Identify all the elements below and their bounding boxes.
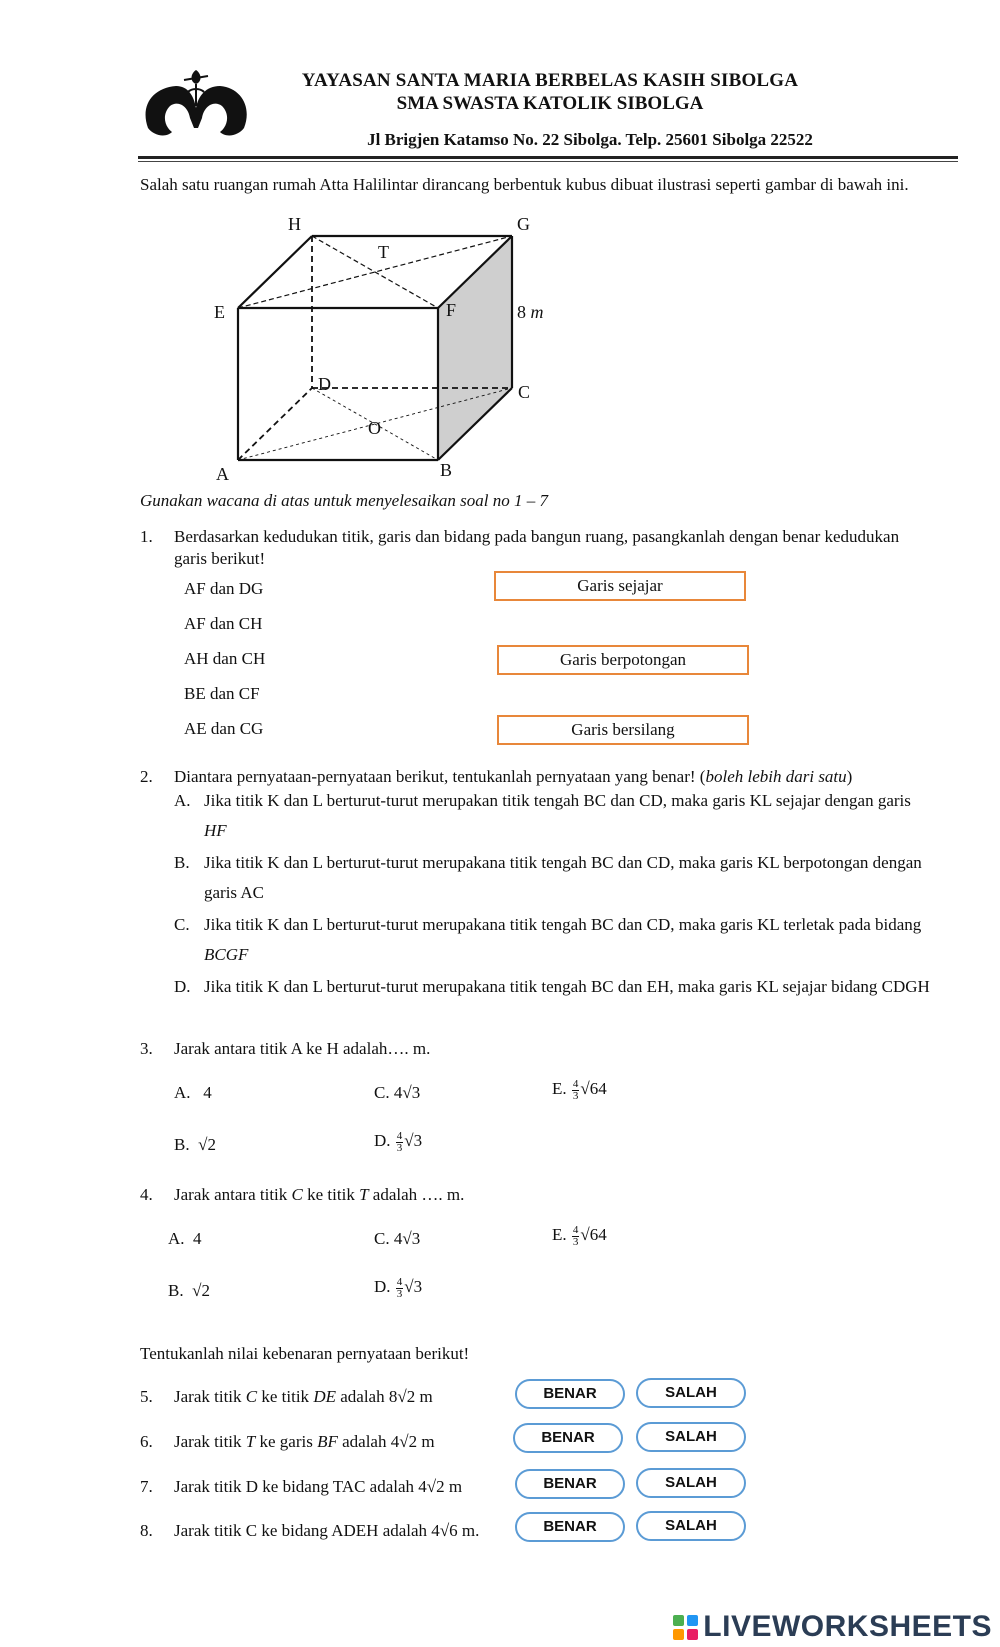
q4-text: Jarak antara titik C ke titik T adalah …. m. xyxy=(174,1185,465,1204)
label-t: T xyxy=(378,242,389,262)
q3-option-e[interactable]: E. $\frac{4}{3}$ √64 xyxy=(552,1077,607,1102)
q2-option-c-letter: C. xyxy=(174,915,190,934)
label-g: G xyxy=(517,214,530,234)
instruction: Gunakan wacana di atas untuk menyelesaikan soal no 1 – 7 xyxy=(140,491,548,510)
liveworksheets-icon xyxy=(673,1615,699,1641)
label-c: C xyxy=(518,382,531,402)
label-f: F xyxy=(446,300,457,320)
intro-text: Salah satu ruangan rumah Atta Halilintar dirancang berbentuk kubus dibuat ilustrasi seperti gambar di bawah ini. xyxy=(140,175,909,194)
label-e: E xyxy=(214,302,225,322)
q2-option-b-cont: garis AC xyxy=(204,883,264,902)
q2-option-c-cont: BCGF xyxy=(204,945,249,964)
match-target-berpotongan[interactable]: Garis berpotongan xyxy=(497,645,749,675)
statement-7: Jarak titik D ke bidang TAC adalah 4√2 m xyxy=(174,1477,463,1496)
q2-option-a[interactable]: Jika titik K dan L berturut-turut merupakan titik tengah BC dan CD, maka garis KL sejajar dengan garis xyxy=(204,791,911,810)
q4-option-a[interactable]: A. 4 xyxy=(168,1229,202,1248)
cube-right-face xyxy=(438,236,512,460)
q1-number: 1. xyxy=(140,527,153,546)
benar-button[interactable]: BENAR xyxy=(515,1469,625,1499)
label-o: O xyxy=(368,418,381,438)
statement-number: 7. xyxy=(140,1477,153,1496)
label-d: D xyxy=(318,374,331,394)
label-a: A xyxy=(216,464,229,484)
q1-text-1: Berdasarkan kedudukan titik, garis dan bidang pada bangun ruang, pasangkanlah dengan benar kedudukan xyxy=(174,527,900,546)
school-name: SMA SWASTA KATOLIK SIBOLGA xyxy=(396,93,704,114)
match-target-bersilang[interactable]: Garis bersilang xyxy=(497,715,749,745)
label-h: H xyxy=(288,214,301,234)
salah-button[interactable]: SALAH xyxy=(636,1468,746,1498)
foundation-name: YAYASAN SANTA MARIA BERBELAS KASIH SIBOLGA xyxy=(301,70,799,91)
statement-5: Jarak titik C ke titik DE adalah 8√2 m xyxy=(174,1387,433,1406)
q2-option-a-cont: HF xyxy=(204,821,227,840)
edge-length: 8 m xyxy=(517,302,544,322)
q1-pair[interactable]: AF dan DG xyxy=(184,579,264,598)
q3-number: 3. xyxy=(140,1039,153,1058)
label-b: B xyxy=(440,460,453,480)
benar-button[interactable]: BENAR xyxy=(515,1512,625,1542)
q2-option-b[interactable]: Jika titik K dan L berturut-turut merupakana titik tengah BC dan CD, maka garis KL berpotongan dengan xyxy=(204,853,922,872)
q1-pair[interactable]: AE dan CG xyxy=(184,719,264,738)
q2-option-d[interactable]: Jika titik K dan L berturut-turut merupakana titik tengah BC dan EH, maka garis KL sejajar bidang CDGH xyxy=(204,977,930,996)
salah-button[interactable]: SALAH xyxy=(636,1378,746,1408)
q3-text: Jarak antara titik A ke H adalah…. m. xyxy=(174,1039,431,1058)
q1-pair[interactable]: BE dan CF xyxy=(184,684,260,703)
statement-number: 6. xyxy=(140,1432,153,1451)
q3-option-a[interactable]: A. 4 xyxy=(174,1083,212,1102)
truth-title: Tentukanlah nilai kebenaran pernyataan berikut! xyxy=(140,1344,470,1363)
liveworksheets-logo: LIVEWORKSHEETS xyxy=(673,1610,992,1644)
cube-figure xyxy=(200,210,560,490)
statement-6: Jarak titik T ke garis BF adalah 4√2 m xyxy=(174,1432,435,1451)
header-divider-thin xyxy=(138,161,958,162)
q2-option-b-letter: B. xyxy=(174,853,190,872)
match-target-sejajar[interactable]: Garis sejajar xyxy=(494,571,746,601)
statement-number: 5. xyxy=(140,1387,153,1406)
q4-option-d[interactable]: D. $\frac{4}{3}$ √3 xyxy=(374,1275,423,1300)
school-logo xyxy=(140,66,252,142)
q4-option-e[interactable]: E. $\frac{4}{3}$ √64 xyxy=(552,1223,607,1248)
q1-pair[interactable]: AH dan CH xyxy=(184,649,266,668)
header-divider xyxy=(138,156,958,159)
q2-number: 2. xyxy=(140,767,153,786)
q2-option-d-letter: D. xyxy=(174,977,191,996)
benar-button[interactable]: BENAR xyxy=(515,1379,625,1409)
q4-option-b[interactable]: B. √2 xyxy=(168,1281,210,1300)
q4-option-c[interactable]: C. 4√3 xyxy=(374,1229,421,1248)
q1-text-2: garis berikut! xyxy=(174,549,266,568)
q4-number: 4. xyxy=(140,1185,153,1204)
q3-option-c[interactable]: C. 4√3 xyxy=(374,1083,421,1102)
benar-button[interactable]: BENAR xyxy=(513,1423,623,1453)
salah-button[interactable]: SALAH xyxy=(636,1422,746,1452)
q3-option-b[interactable]: B. √2 xyxy=(174,1135,216,1154)
statement-8: Jarak titik C ke bidang ADEH adalah 4√6 m. xyxy=(174,1521,480,1540)
q2-option-a-letter: A. xyxy=(174,791,191,810)
q2-option-c[interactable]: Jika titik K dan L berturut-turut merupakana titik tengah BC dan CD, maka garis KL terletak pada bidang xyxy=(204,915,922,934)
statement-number: 8. xyxy=(140,1521,153,1540)
school-address: Jl Brigjen Katamso No. 22 Sibolga. Telp. 25601 Sibolga 22522 xyxy=(367,130,813,149)
salah-button[interactable]: SALAH xyxy=(636,1511,746,1541)
q1-pair[interactable]: AF dan CH xyxy=(184,614,263,633)
q3-option-d[interactable]: D. $\frac{4}{3}$ √3 xyxy=(374,1129,423,1154)
q2-text: Diantara pernyataan-pernyataan berikut, tentukanlah pernyataan yang benar! (boleh lebih dari satu) xyxy=(174,767,853,786)
